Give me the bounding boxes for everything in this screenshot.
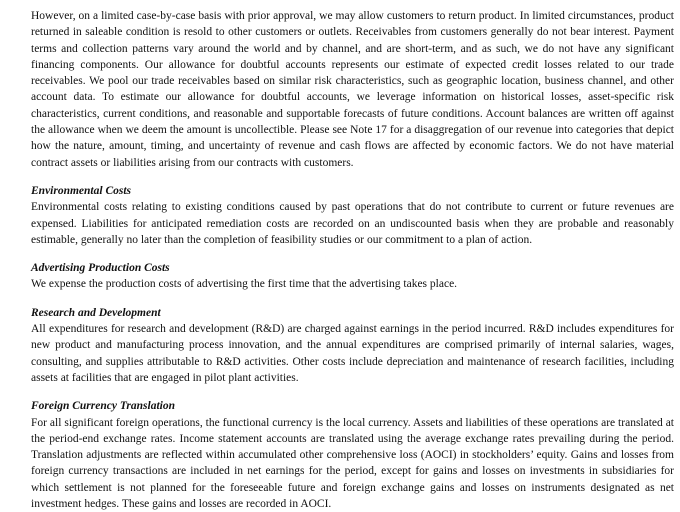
- section-body: All expenditures for research and development (R&D) are charged against earnings in the period incurred. R&D includes expenditures for new product and manufacturing process innovation, and the annual expenditures are comprised primarily of internal salaries, wages, consulting, and supplies attributable to R&D activities. Other costs include depreciation and maintenance of research facilities, including assets at facilities that are engaged in pilot plant activities.: [31, 323, 674, 384]
- section-heading: Foreign Currency Translation: [31, 400, 175, 413]
- section-body: Environmental costs relating to existing conditions caused by past operations that do not contribute to current or future revenues are expensed. Liabilities for anticipated remediation costs are recorded on an undiscounted basis when they are probable and reasonably estimable, generally no later than the completion of feasibility studies or our commitment to a plan of action.: [31, 201, 674, 246]
- section-advertising-production-costs: [31, 260, 674, 293]
- section-body: For all significant foreign operations, the functional currency is the local currency. Assets and liabilities of these operations are translated at the period-end exchange rates. Income statement accounts are translated using the average exchange rates prevailing during the period. Translation adjustments are reflected within accumulated other comprehensive loss (AOCI) in stockholders’ equity. Gains and losses from foreign currency transactions are included in net earnings for the period, except for gains and losses on investments in subsidiaries for which settlement is not planned for the foreseeable future and foreign exchange gains and losses on instruments designated as net investment hedges. These gains and losses are recorded in AOCI.: [31, 416, 674, 511]
- section-environmental-costs: [31, 183, 674, 248]
- section-heading: Research and Development: [31, 306, 161, 319]
- intro-paragraph: However, on a limited case-by-case basis with prior approval, we may allow customers to return product. In limited circumstances, product returned in saleable condition is resold to other customers or outlets. Receivables from customers generally do not bear interest. Payment terms and collection patterns vary around the world and by channel, and are short-term, and as such, we do not have any significant financing components. Our allowance for doubtful accounts represents our estimate of expected credit losses related to our trade receivables. We pool our trade receivables based on similar risk characteristics, such as geographic location, business channel, and other account data. To estimate our allowance for doubtful accounts, we leverage information on historical losses, asset-specific risk characteristics, current conditions, and reasonable and supportable forecasts of future conditions. Account balances are written off against the allowance when we deem the amount is uncollectible. Please see Note 17 for a disaggregation of our revenue into categories that depict how the nature, amount, timing, and uncertainty of revenue and cash flows are affected by economic factors. We do not have material contract assets or liabilities arising from our contracts with customers.: [31, 10, 674, 169]
- section-foreign-currency-translation: [31, 398, 674, 512]
- section-heading: Advertising Production Costs: [31, 262, 170, 275]
- section-heading: Environmental Costs: [31, 184, 132, 197]
- section-research-and-development: [31, 305, 674, 386]
- section-body: We expense the production costs of advertising the first time that the advertising takes place.: [31, 278, 458, 291]
